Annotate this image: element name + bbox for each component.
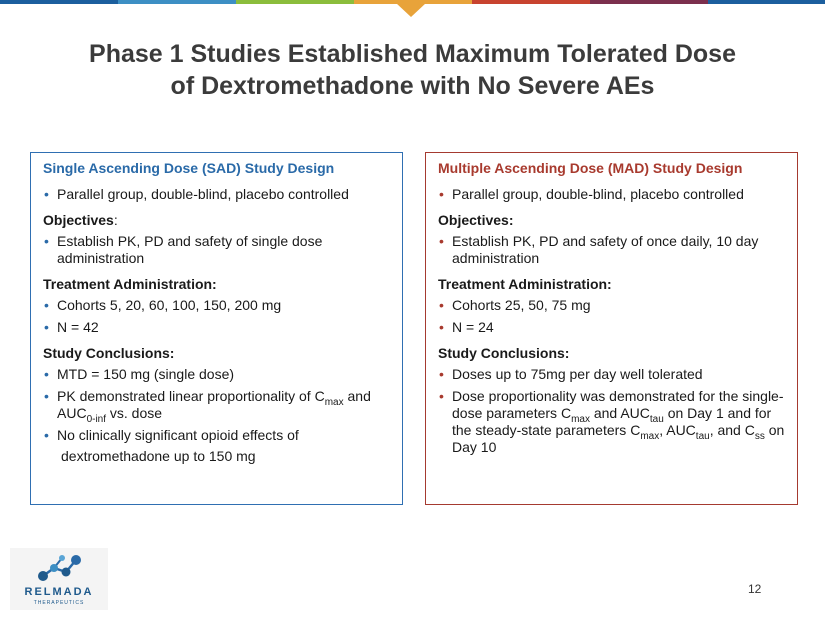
- top-bar-segment: [0, 0, 118, 4]
- mad-conclusion-bullet: [438, 366, 785, 383]
- bullet-text: Cohorts 25, 50, 75 mg: [452, 297, 591, 313]
- page-number: 12: [748, 582, 762, 596]
- bullet-text: Establish PK, PD and safety of once daily, 10 day administration: [452, 233, 759, 266]
- sad-conclusion-bullet: [43, 427, 390, 465]
- sad-conclusions-heading: Study Conclusions:: [43, 345, 175, 361]
- sad-box-title: Single Ascending Dose (SAD) Study Design: [43, 160, 335, 176]
- bullet-text: N = 42: [57, 319, 99, 335]
- bullet-text: No clinically significant opioid effects of: [57, 427, 299, 443]
- relmada-logo: [10, 548, 108, 610]
- slide-title-line-2: of Dextromethadone with No Severe AEs: [170, 72, 655, 100]
- bullet-text: Parallel group, double-blind, placebo controlled: [452, 186, 744, 202]
- mad-treatment-bullet: [438, 319, 785, 336]
- top-bar-segment: [590, 0, 708, 4]
- bullet-icon: •: [439, 319, 444, 335]
- logo-tagline: THERAPEUTICS: [33, 600, 85, 606]
- bullet-text: Establish PK, PD and safety of single dose administration: [57, 233, 323, 266]
- bullet-icon: •: [44, 297, 49, 313]
- mad-conclusions-heading: Study Conclusions:: [438, 345, 570, 361]
- sad-conclusion-bullet: [43, 388, 390, 425]
- top-bar-segment: [472, 0, 590, 4]
- sad-treatment-bullet: [43, 297, 390, 314]
- bullet-text: Dose proportionality was demonstrated for the single-dose parameters $C_{max}$ and $AUC_{tau}$ on Day 1 and for the steady-state parameters $C_{max}$, $AUC_{tau}$, and $C_{ss}$ on Day 10: [452, 388, 785, 455]
- slide-title: [0, 38, 825, 102]
- mad-treatment-bullet: [438, 297, 785, 314]
- mad-objective-bullet: [438, 233, 785, 267]
- bullet-icon: •: [439, 297, 444, 313]
- sad-study-box: [30, 152, 403, 505]
- sad-objective-bullet: [43, 233, 390, 267]
- top-notch-triangle-icon: [396, 3, 426, 17]
- sad-objectives-heading: [43, 212, 390, 229]
- bullet-icon: •: [439, 366, 444, 382]
- sad-conclusion-bullet: [43, 366, 390, 383]
- mad-box-title: Multiple Ascending Dose (MAD) Study Design: [438, 160, 743, 176]
- sad-treatment-bullet: [43, 319, 390, 336]
- molecule-logo-icon: [10, 548, 108, 588]
- bullet-text: Doses up to 75mg per day well tolerated: [452, 366, 703, 382]
- top-bar-segment: [236, 0, 354, 4]
- top-bar-segment: [708, 0, 825, 4]
- mad-treatment-heading: Treatment Administration:: [438, 276, 612, 292]
- bullet-text-continued: dextromethadone up to 150 mg: [61, 448, 256, 464]
- bullet-text: PK demonstrated linear proportionality of $C_{max}$ and $AUC_{0-inf}$ vs. dose: [57, 388, 371, 425]
- bullet-icon: •: [44, 233, 49, 249]
- bullet-text: MTD = 150 mg (single dose): [57, 366, 235, 382]
- bullet-icon: •: [44, 388, 49, 404]
- bullet-icon: •: [44, 319, 49, 335]
- logo-wordmark: RELMADA: [24, 586, 94, 598]
- heading-text: Objectives: [43, 212, 114, 228]
- bullet-icon: •: [439, 233, 444, 249]
- bullet-icon: •: [44, 366, 49, 382]
- bullet-icon: •: [44, 427, 49, 443]
- bullet-text: N = 24: [452, 319, 494, 335]
- bullet-icon: •: [44, 186, 49, 202]
- mad-objectives-heading: Objectives:: [438, 212, 514, 228]
- bullet-icon: •: [439, 388, 444, 404]
- heading-colon: :: [113, 212, 118, 228]
- mad-conclusion-bullet: [438, 388, 785, 456]
- bullet-text: Cohorts 5, 20, 60, 100, 150, 200 mg: [57, 297, 282, 313]
- bullet-icon: •: [439, 186, 444, 202]
- top-bar-segment: [118, 0, 236, 4]
- mad-design-bullet: [438, 186, 785, 203]
- sad-treatment-heading: Treatment Administration:: [43, 276, 217, 292]
- bullet-text: Parallel group, double-blind, placebo controlled: [57, 186, 349, 202]
- slide-title-line-1: Phase 1 Studies Established Maximum Tolerated Dose: [89, 40, 736, 68]
- sad-design-bullet: [43, 186, 390, 203]
- mad-study-box: [425, 152, 798, 505]
